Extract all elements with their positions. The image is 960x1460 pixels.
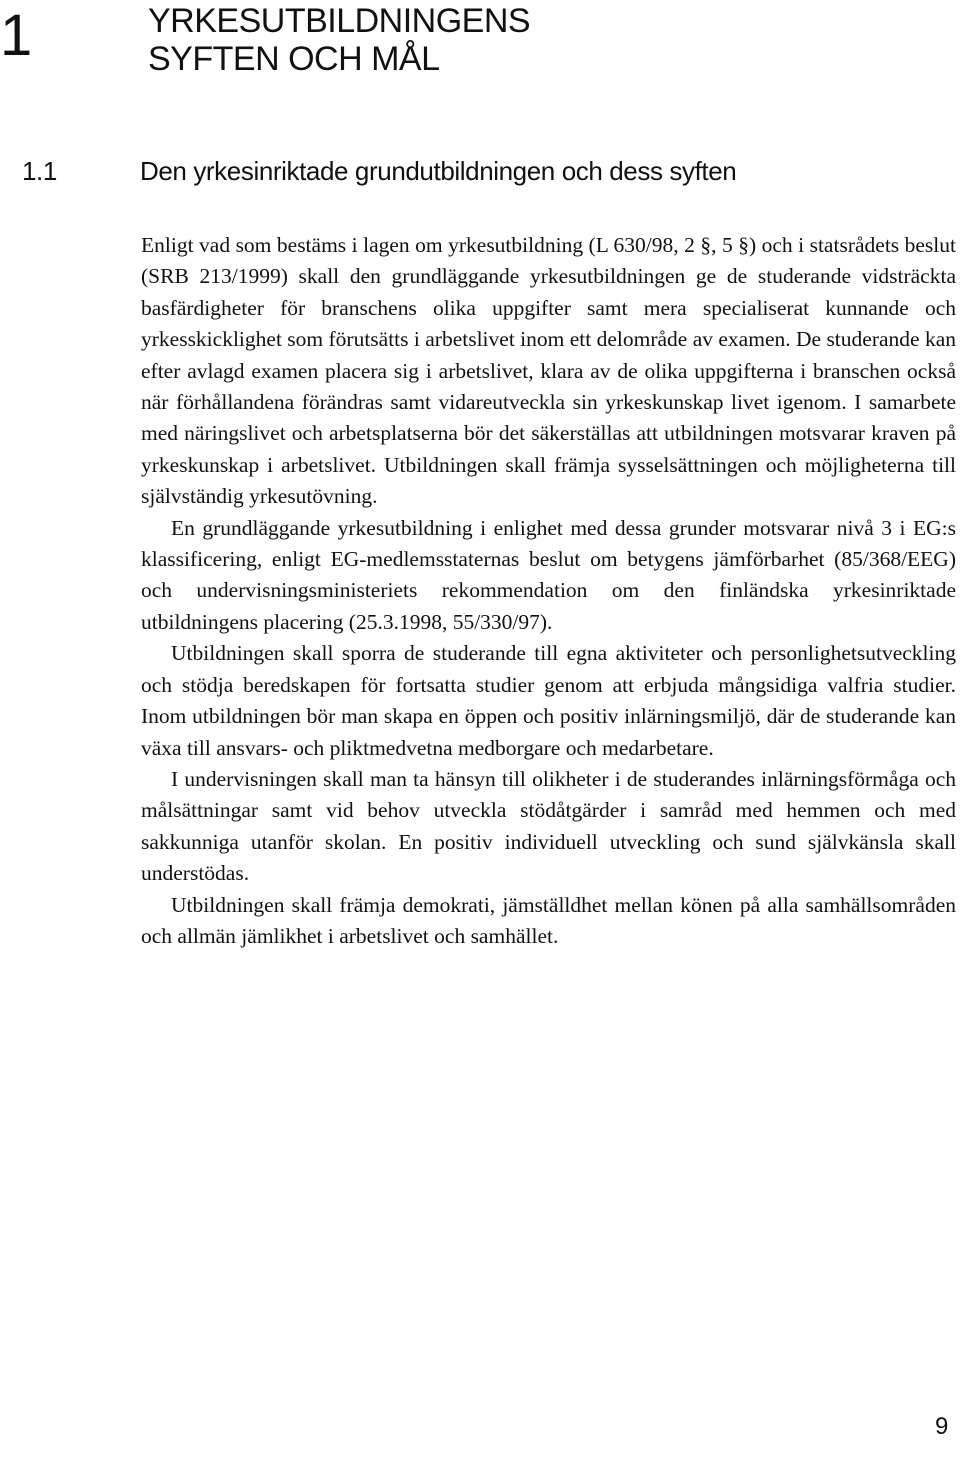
section-number: 1.1 xyxy=(22,156,57,186)
paragraph-4: I undervisningen skall man ta hänsyn till olikheter i de studerandes inlärningsförmåga och målsättningar samt vid behov utveckla stödåtgärder i samråd med hemmen och med sakkunniga utanför skolan. En positiv individuell utveckling och sund självkänsla skall understödas. xyxy=(141,766,956,886)
paragraph-5: Utbildningen skall främja demokrati, jämställdhet mellan könen på alla samhällsområden och allmän jämlikhet i arbetslivet och samhället. xyxy=(141,892,956,948)
chapter-title-line-1: YRKESUTBILDNINGENS xyxy=(148,2,531,40)
paragraph-3: Utbildningen skall sporra de studerande till egna aktiviteter och personlighetsutveckling och stödja beredskapen för fortsatta studier genom att erbjuda mångsidiga valfria studier. Inom utbildningen bör man skapa en öppen och positiv inlärningsmiljö, där de studerande kan växa till ansvars- och pliktmedvetna medborgare och medarbetare. xyxy=(141,641,956,760)
section-title: Den yrkesinriktade grundutbildningen och dess syften xyxy=(140,156,737,186)
chapter-title xyxy=(148,2,530,78)
paragraph-1: Enligt vad som bestäms i lagen om yrkesutbildning (L 630/98, 2 §, 5 §) och i statsrådets beslut (SRB 213/1999) skall den grundläggande yrkesutbildningen ge de studerande vidsträckta basfärdigheter för branschens olika uppgifter samt mera specialiserat kunnande och yrkesskicklighet som förutsätts i arbetslivet inom ett delområde av examen. De studerande kan efter avlagd examen placera sig i arbetslivet, klara av de olika uppgifterna i branschen också när förhållandena förändras samt vidareutveckla sin yrkeskunskap livet igenom. I samarbete med näringslivet och arbetsplatserna bör det säkerställas att utbildningen motsvarar kraven på yrkeskunskap i arbetslivet. Utbildningen skall främja sysselsättningen och möjligheterna till självständig yrkesutövning. xyxy=(141,233,956,509)
section-heading xyxy=(22,154,922,188)
page-number: 9 xyxy=(935,1413,949,1440)
chapter-title-line-2: SYFTEN OCH MÅL xyxy=(148,40,440,78)
paragraph-2: En grundläggande yrkesutbildning i enlighet med dessa grunder motsvarar nivå 3 i EG:s klassificering, enligt EG-medlemsstaternas beslut om betygens jämförbarhet (85/368/EEG) och undervisningsministeriets rekommendation om den finländska yrkesinriktade utbildningens placering (25.3.1998, 55/330/97). xyxy=(141,515,956,634)
body-text xyxy=(141,230,956,952)
chapter-number: 1 xyxy=(0,3,33,68)
